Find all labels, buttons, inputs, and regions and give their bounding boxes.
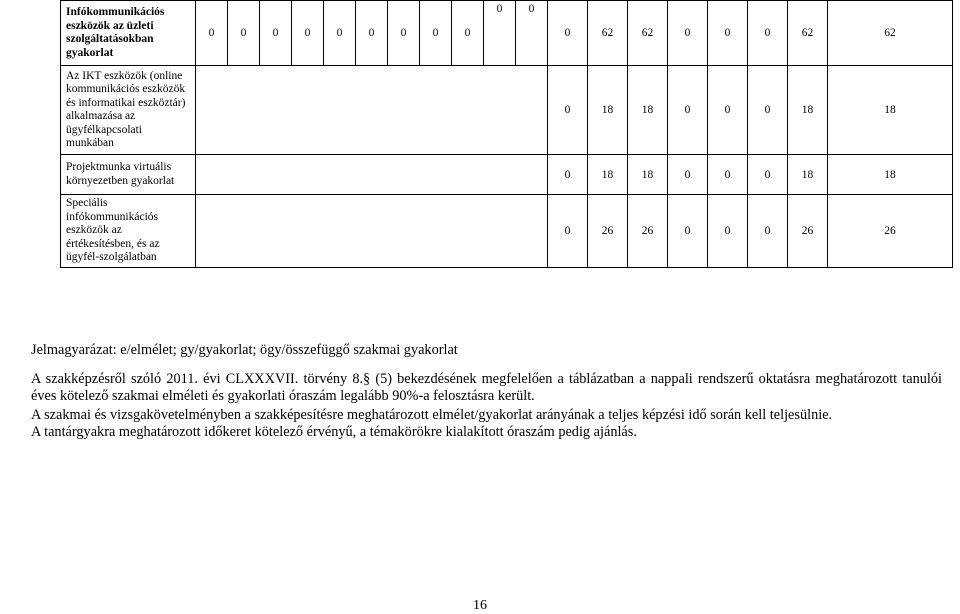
hours-cell: 0: [748, 195, 788, 268]
hours-cell: 0: [548, 1, 588, 66]
hours-cell: 0: [708, 1, 748, 66]
ratio-paragraph: A szakmai és vizsgakövetelményben a szakképesítésre meghatározott elmélet/gyakorlat arányának a teljes képzési idő során kell teljesülnie.: [31, 407, 833, 423]
table-row: [61, 195, 953, 268]
hours-cell: 0: [548, 155, 588, 195]
timeframe-paragraph: A tantárgyakra meghatározott időkeret kötelező érvényű, a témakörökre kialakított óraszám pedig ajánlás.: [31, 424, 637, 440]
hours-cell: 26: [588, 195, 628, 268]
hours-cell: 0: [228, 1, 260, 66]
curriculum-hours-table: [60, 0, 953, 268]
hours-cell: 62: [828, 1, 953, 66]
hours-cell: 26: [828, 195, 953, 268]
hours-cell: 0: [516, 1, 548, 66]
topic-label: Projektmunka virtuális környezetben gyakorlat: [61, 155, 196, 195]
empty-cell: [196, 66, 548, 155]
hours-cell: 18: [588, 155, 628, 195]
hours-cell: 0: [292, 1, 324, 66]
hours-cell: 18: [588, 66, 628, 155]
hours-cell: 0: [260, 1, 292, 66]
hours-cell: 62: [628, 1, 668, 66]
hours-cell: 18: [788, 66, 828, 155]
hours-cell: 26: [628, 195, 668, 268]
hours-cell: 0: [708, 66, 748, 155]
hours-cell: 0: [748, 155, 788, 195]
hours-cell: 18: [628, 155, 668, 195]
hours-cell: 0: [196, 1, 228, 66]
hours-cell: 0: [708, 195, 748, 268]
law-reference-paragraph: A szakképzésről szóló 2011. évi CLXXXVII. törvény 8.§ (5) bekezdésének megfelelően a táblázatban a nappali rendszerű oktatásra meghatározott tanulói éves kötelező szakmai elméleti és gyakorlati óraszám legalább 90%-a felosztásra került.: [31, 371, 942, 404]
legend-text: Jelmagyarázat: e/elmélet; gy/gyakorlat; ögy/összefüggő szakmai gyakorlat: [31, 342, 458, 358]
hours-cell: 18: [828, 66, 953, 155]
hours-cell: 0: [420, 1, 452, 66]
hours-cell: 0: [452, 1, 484, 66]
hours-cell: 0: [668, 66, 708, 155]
module-label: Infókommunikációs eszközök az üzleti szolgáltatásokban gyakorlat: [61, 1, 196, 66]
topic-label: Speciális infókommunikációs eszközök az értékesítésben, és az ügyfél-szolgálatban: [61, 195, 196, 268]
hours-cell: 0: [748, 66, 788, 155]
hours-cell: 0: [708, 155, 748, 195]
hours-cell: 0: [748, 1, 788, 66]
hours-cell: 18: [788, 155, 828, 195]
hours-cell: 0: [548, 195, 588, 268]
hours-cell: 62: [588, 1, 628, 66]
hours-cell: 18: [628, 66, 668, 155]
empty-cell: [196, 155, 548, 195]
empty-cell: [196, 195, 548, 268]
table-row: [61, 155, 953, 195]
table-row: [61, 66, 953, 155]
hours-cell: 0: [324, 1, 356, 66]
table-row: [61, 1, 953, 66]
hours-cell: 62: [788, 1, 828, 66]
hours-cell: 0: [356, 1, 388, 66]
hours-cell: 0: [484, 1, 516, 66]
hours-cell: 0: [388, 1, 420, 66]
hours-cell: 0: [668, 155, 708, 195]
hours-cell: 0: [668, 1, 708, 66]
topic-label: Az IKT eszközök (online kommunikációs eszközök és informatikai eszköztár) alkalmazása az ügyfélkapcsolati munkában: [61, 66, 196, 155]
hours-cell: 0: [548, 66, 588, 155]
hours-cell: 26: [788, 195, 828, 268]
hours-cell: 0: [668, 195, 708, 268]
hours-cell: 18: [828, 155, 953, 195]
page-number: 16: [473, 598, 487, 613]
